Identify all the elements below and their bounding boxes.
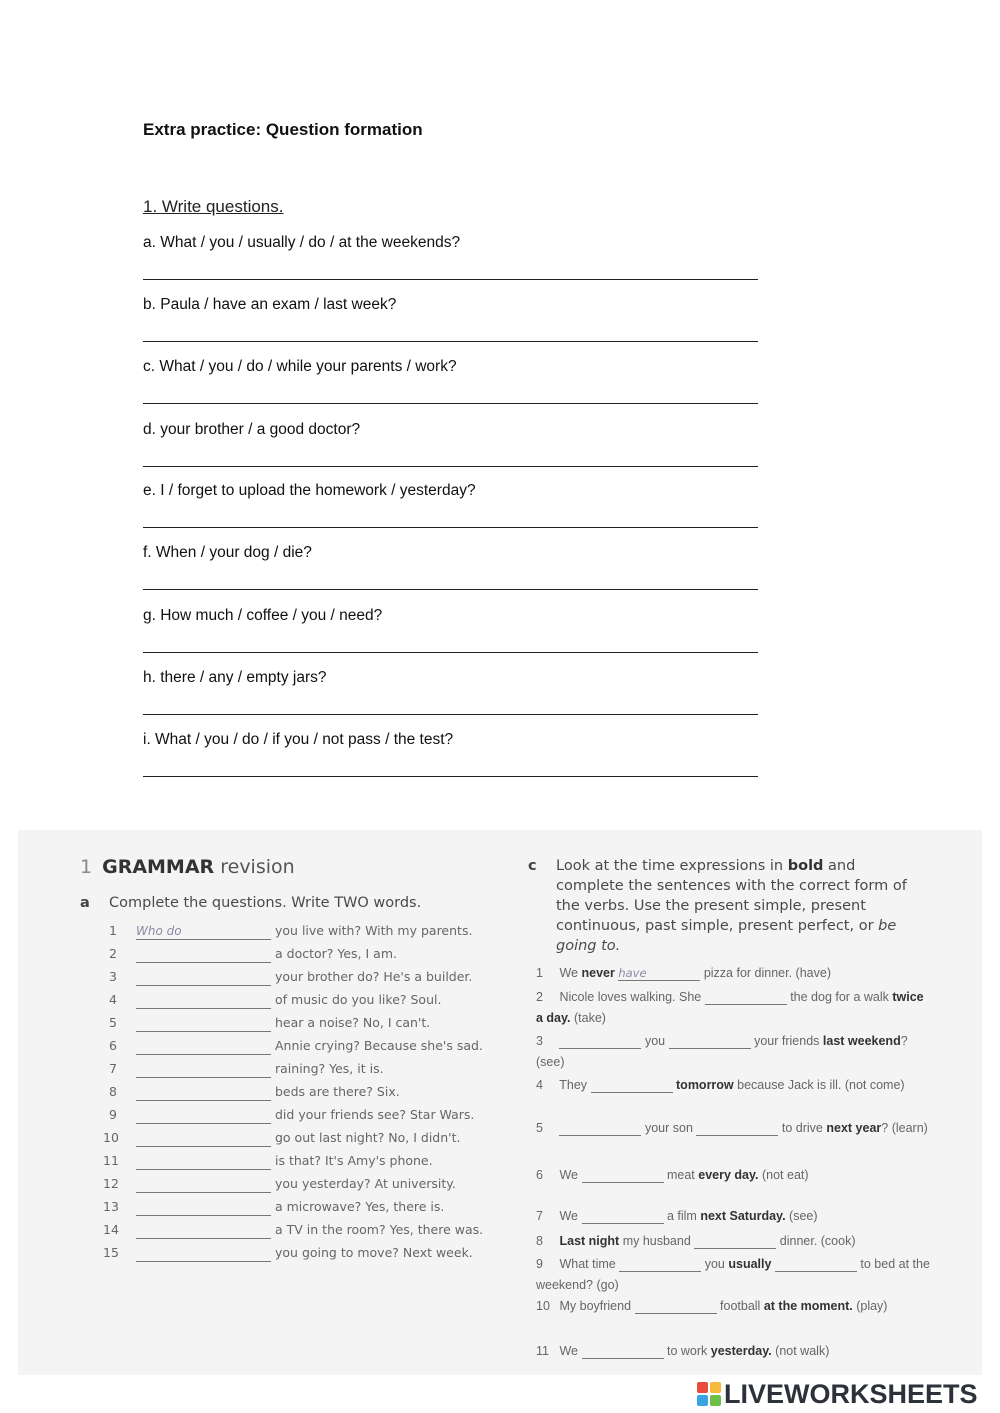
item-number: 4: [536, 1078, 543, 1092]
item-text: pizza for dinner. (have): [703, 966, 831, 980]
answer-field-f[interactable]: [143, 571, 758, 590]
item-number: 12: [103, 1176, 119, 1191]
item-text: the dog for a walk: [790, 990, 889, 1004]
grammar-title: [80, 856, 295, 878]
answer-blank[interactable]: [136, 1084, 271, 1100]
item-number: 5: [536, 1121, 543, 1135]
time-expression: every day.: [698, 1168, 759, 1182]
item-text: is that? It's Amy's phone.: [275, 1153, 433, 1168]
item-text: raining? Yes, it is.: [275, 1061, 384, 1076]
item-number: 6: [109, 1038, 117, 1053]
exercise-c-item: [536, 1165, 931, 1186]
answer-blank[interactable]: [582, 1168, 664, 1183]
time-expression: last weekend: [822, 1034, 901, 1048]
item-text: football: [720, 1299, 761, 1313]
answer-blank[interactable]: [136, 1061, 271, 1077]
answer-blank[interactable]: [136, 1038, 271, 1054]
time-expression: Last night: [559, 1234, 620, 1248]
question-g: g. How much / coffee / you / need?: [143, 607, 383, 624]
item-number: 8: [109, 1084, 117, 1099]
exercise-c-item: [536, 1075, 931, 1096]
item-text: to drive: [781, 1121, 823, 1135]
answer-blank[interactable]: [136, 1130, 271, 1146]
item-text: to work: [666, 1344, 708, 1358]
answer-field-i[interactable]: [143, 758, 758, 777]
time-expression: usually: [728, 1257, 772, 1271]
item-number: 11: [103, 1153, 119, 1168]
answer-blank[interactable]: [136, 1015, 271, 1031]
exercise-c-item: [536, 1031, 931, 1073]
time-expression: next Saturday.: [700, 1209, 786, 1223]
item-text: go out last night? No, I didn't.: [275, 1130, 461, 1145]
answer-field-c[interactable]: [143, 385, 758, 404]
answer-field-g[interactable]: [143, 634, 758, 653]
answer-field-a[interactable]: [143, 261, 758, 280]
logo-mark-icon: [697, 1382, 721, 1406]
item-text: you live with? With my parents.: [275, 923, 473, 938]
instruction-italic: be going to.: [556, 918, 897, 954]
question-a: a. What / you / usually / do / at the weekends?: [143, 234, 461, 251]
item-text: ? (learn): [881, 1121, 928, 1135]
exercise-c-item: [536, 1341, 931, 1362]
answer-blank[interactable]: [619, 1257, 701, 1272]
answer-blank[interactable]: [136, 946, 271, 962]
item-text: We: [559, 1209, 579, 1223]
item-number: 4: [109, 992, 117, 1007]
item-number: 11: [536, 1344, 549, 1358]
item-text: you: [704, 1257, 725, 1271]
answer-blank[interactable]: [136, 1107, 271, 1123]
item-text: We: [559, 966, 579, 980]
item-text: meat: [666, 1168, 695, 1182]
answer-field-b[interactable]: [143, 323, 758, 342]
grammar-number: 1: [80, 856, 93, 878]
item-text: They: [559, 1078, 588, 1092]
question-e: e. I / forget to upload the homework / yesterday?: [143, 482, 476, 499]
exercise-c-item: [536, 1296, 931, 1317]
exercise-c-item: [536, 1231, 931, 1252]
page-title: Extra practice: Question formation: [143, 120, 423, 139]
item-text: to bed at the weekend? (go): [536, 1257, 930, 1292]
answer-blank[interactable]: [136, 1153, 271, 1169]
item-number: 8: [536, 1234, 543, 1248]
item-text: (see): [789, 1209, 818, 1223]
answer-blank[interactable]: [559, 1034, 641, 1049]
question-i: i. What / you / do / if you / not pass / the test?: [143, 731, 454, 748]
grammar-title-bold: GRAMMAR: [102, 856, 215, 878]
item-number: 5: [109, 1015, 117, 1030]
answer-blank[interactable]: [136, 923, 271, 939]
item-number: 3: [109, 969, 117, 984]
time-expression: tomorrow: [676, 1078, 734, 1092]
item-text: your friends: [754, 1034, 820, 1048]
item-number: 14: [103, 1222, 119, 1237]
exercise-c-item: [536, 1254, 931, 1296]
item-text: We: [559, 1168, 579, 1182]
answer-blank[interactable]: [136, 1222, 271, 1238]
answer-blank[interactable]: [136, 1245, 271, 1261]
item-text: (not eat): [761, 1168, 809, 1182]
answer-blank[interactable]: [618, 966, 700, 981]
answer-blank[interactable]: [669, 1034, 751, 1049]
answer-blank[interactable]: [635, 1299, 717, 1314]
item-number: 7: [109, 1061, 117, 1076]
section-heading: 1. Write questions.: [143, 197, 284, 216]
item-number: 1: [109, 923, 117, 938]
answer-blank[interactable]: [136, 1199, 271, 1215]
section-c-instruction: [556, 856, 926, 956]
item-text: (not walk): [775, 1344, 830, 1358]
exercise-c-item: [536, 963, 931, 984]
item-number: 13: [103, 1199, 119, 1214]
item-number: 1: [536, 966, 543, 980]
answer-blank[interactable]: [582, 1344, 664, 1359]
answer-blank[interactable]: [559, 1121, 641, 1136]
instruction-text-2: and complete the sentences with the correct form of the verbs. Use the present simple, present continuous, past simple, present perfect, or: [556, 858, 907, 934]
instruction-text: Look at the time expressions in: [556, 858, 784, 874]
item-text: a doctor? Yes, I am.: [275, 946, 397, 961]
item-text: (play): [856, 1299, 888, 1313]
answer-blank[interactable]: [775, 1257, 857, 1272]
item-text: did your friends see? Star Wars.: [275, 1107, 475, 1122]
item-text: a TV in the room? Yes, there was.: [275, 1222, 484, 1237]
question-c: c. What / you / do / while your parents / work?: [143, 358, 457, 375]
item-text: What time: [559, 1257, 616, 1271]
item-text: dinner. (cook): [779, 1234, 856, 1248]
time-expression: next year: [826, 1121, 882, 1135]
item-text: We: [559, 1344, 579, 1358]
item-text: my husband: [622, 1234, 691, 1248]
section-a-instruction: Complete the questions. Write TWO words.: [109, 895, 422, 911]
section-c-letter: c: [528, 858, 537, 874]
item-text: ? (see): [536, 1034, 908, 1069]
answer-blank[interactable]: [582, 1209, 664, 1224]
question-b: b. Paula / have an exam / last week?: [143, 296, 397, 313]
item-number: 9: [536, 1257, 543, 1271]
item-text: (take): [574, 1011, 606, 1025]
item-number: 10: [536, 1299, 550, 1313]
section-a-letter: a: [80, 895, 90, 911]
answer-blank[interactable]: [705, 990, 787, 1005]
item-number: 2: [536, 990, 543, 1004]
instruction-bold: bold: [787, 858, 824, 874]
time-expression: never: [581, 966, 615, 980]
exercise-c-item: [536, 1118, 931, 1139]
answer-field-e[interactable]: [143, 509, 758, 528]
answer-blank[interactable]: [136, 992, 271, 1008]
answer-blank[interactable]: [696, 1121, 778, 1136]
item-number: 3: [536, 1034, 543, 1048]
item-text: beds are there? Six.: [275, 1084, 400, 1099]
exercise-c-item: [536, 1206, 931, 1227]
item-number: 6: [536, 1168, 543, 1182]
item-number: 10: [103, 1130, 119, 1145]
item-number: 15: [103, 1245, 119, 1260]
item-text: Annie crying? Because she's sad.: [275, 1038, 483, 1053]
item-text: My boyfriend: [559, 1299, 632, 1313]
item-number: 2: [109, 946, 117, 961]
item-text: Nicole loves walking. She: [559, 990, 702, 1004]
liveworksheets-logo: [697, 1378, 978, 1410]
answer-field-h[interactable]: [143, 696, 758, 715]
answer-field-d[interactable]: [143, 448, 758, 467]
answer-blank[interactable]: [591, 1078, 673, 1093]
answer-blank[interactable]: [136, 969, 271, 985]
item-text: of music do you like? Soul.: [275, 992, 442, 1007]
item-text: hear a noise? No, I can't.: [275, 1015, 431, 1030]
item-number: 9: [109, 1107, 117, 1122]
item-number: 7: [536, 1209, 543, 1223]
item-text: you yesterday? At university.: [275, 1176, 456, 1191]
time-expression: yesterday.: [710, 1344, 772, 1358]
item-text: a film: [666, 1209, 697, 1223]
time-expression: twice a day.: [536, 990, 924, 1025]
item-text: your son: [644, 1121, 693, 1135]
item-text: you going to move? Next week.: [275, 1245, 473, 1260]
item-text: a microwave? Yes, there is.: [275, 1199, 445, 1214]
item-text: because Jack is ill. (not come): [737, 1078, 905, 1092]
question-f: f. When / your dog / die?: [143, 544, 312, 561]
exercise-c-item: [536, 987, 931, 1029]
question-h: h. there / any / empty jars?: [143, 669, 327, 686]
item-text: your brother do? He's a builder.: [275, 969, 473, 984]
time-expression: at the moment.: [763, 1299, 853, 1313]
logo-text: LIVEWORKSHEETS: [724, 1378, 978, 1409]
grammar-title-rest: revision: [220, 856, 295, 878]
answer-blank[interactable]: [694, 1234, 776, 1249]
item-text: you: [644, 1034, 666, 1048]
answer-blank[interactable]: [136, 1176, 271, 1192]
question-d: d. your brother / a good doctor?: [143, 421, 361, 438]
